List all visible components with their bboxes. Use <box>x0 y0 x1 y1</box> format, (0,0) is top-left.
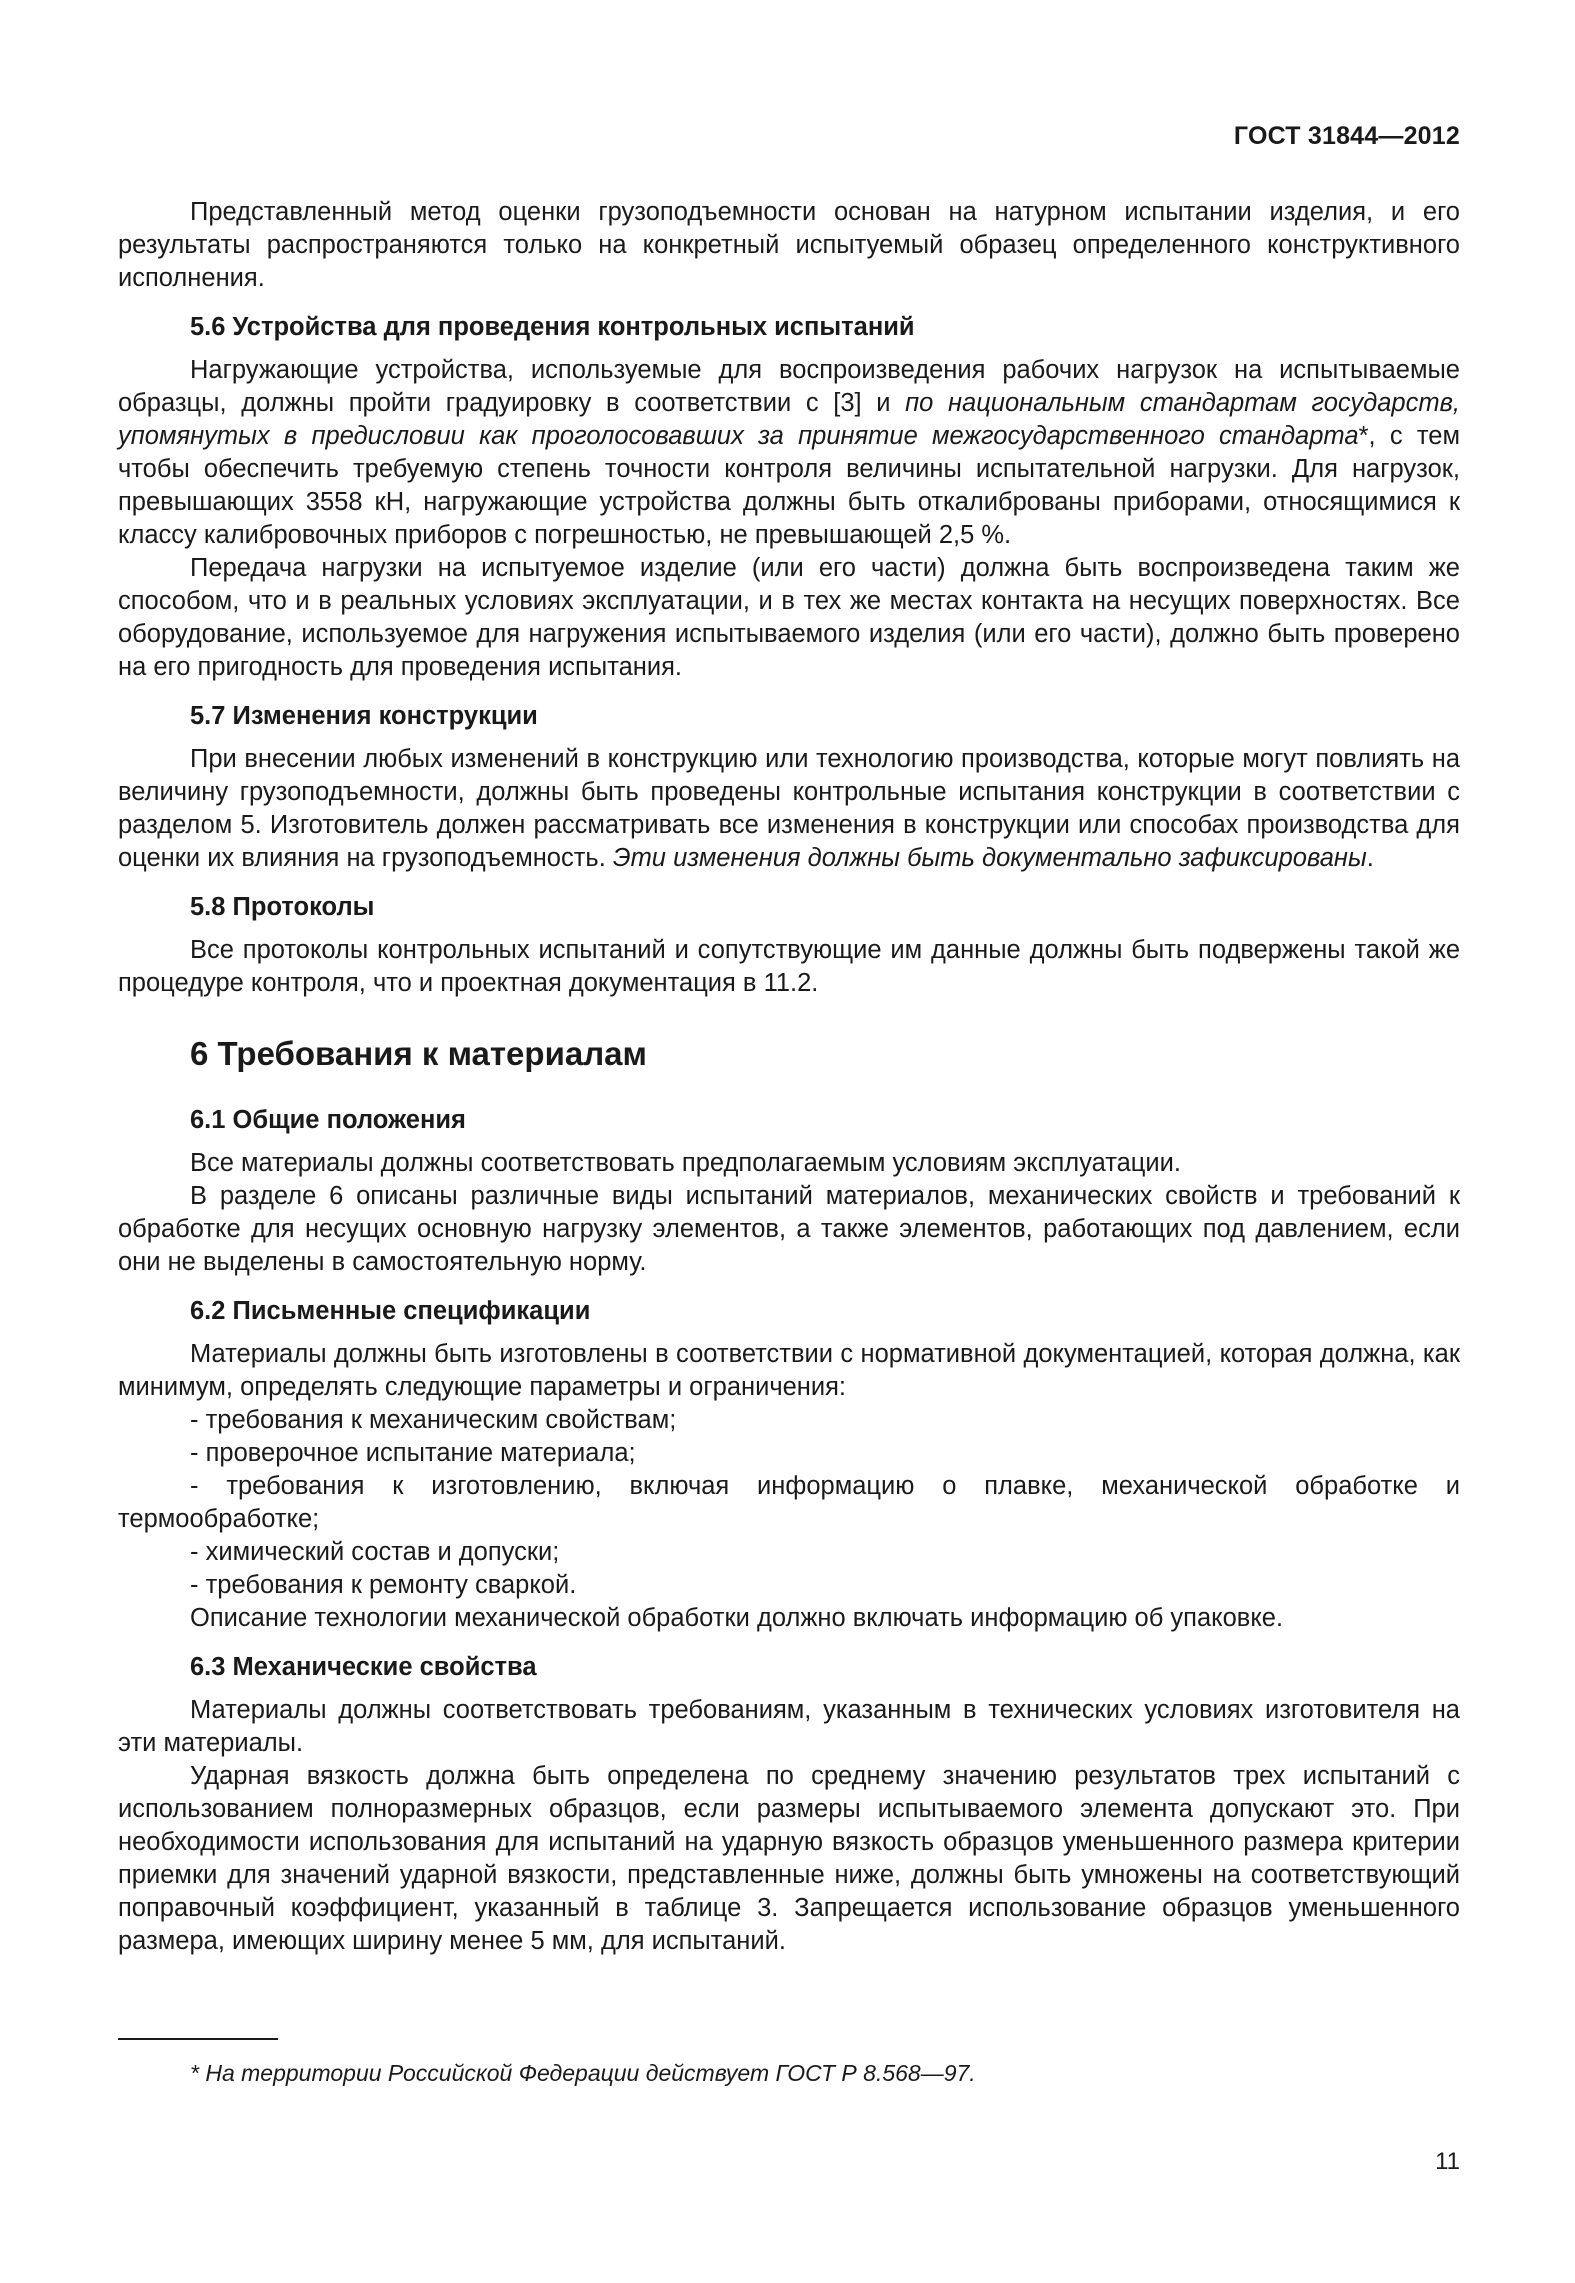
paragraph-6-2-end: Описание технологии механической обработки должно включать информацию об упаковке. <box>190 1604 1284 1632</box>
heading-5-7: 5.7 Изменения конструкции <box>190 702 538 730</box>
list-item: - проверочное испытание материала; <box>190 1439 636 1467</box>
paragraph-intro: Представленный метод оценки грузоподъемности основан на натурном испытании изделия, и его результаты распространяются только на конкретный испытуемый образец определенного конструктивного исполнения. <box>118 198 1460 292</box>
paragraph-5-7 <box>118 743 1460 875</box>
paragraph-6-1-b: В разделе 6 описаны различные виды испытаний материалов, механических свойств и требований к обработке для несущих основную нагрузку элементов, а также элементов, работающих под давлением, если они не выделены в самостоятельную норму. <box>118 1182 1460 1276</box>
heading-6-2: 6.2 Письменные спецификации <box>190 1297 591 1325</box>
list-item: - требования к ремонту сваркой. <box>190 1571 577 1599</box>
paragraph-5-8: Все протоколы контрольных испытаний и сопутствующие им данные должны быть подвержены такой же процедуре контроля, что и проектная документация в 11.2. <box>118 936 1460 997</box>
footnote: * На территории Российской Федерации действует ГОСТ Р 8.568—97. <box>190 2060 976 2086</box>
paragraph-5-6-b: Передача нагрузки на испытуемое изделие (или его части) должна быть воспроизведена таким же способом, что и в реальных условиях эксплуатации, и в тех же местах контакта на несущих поверхностях. Все оборудование, используемое для нагружения испытываемого изделия (или его части), должно быть проверено на его пригодность для проведения испытания. <box>118 554 1460 681</box>
text-run: . <box>1366 844 1374 872</box>
heading-5-8: 5.8 Протоколы <box>190 893 375 921</box>
heading-6-3: 6.3 Механические свойства <box>190 1653 537 1681</box>
paragraph-5-6-a <box>118 354 1460 552</box>
heading-6-1: 6.1 Общие положения <box>190 1106 466 1134</box>
text-run: При внесении любых изменений в конструкцию или технологию производства, которые могут повлиять на величину грузоподъемности, должны быть проведены контрольные испытания конструкции в соответствии с разделом 5. Изготовитель должен рассматривать все изменения в конструкции или способах производства для оценки их влияния на грузоподъемность. <box>118 745 1460 872</box>
list-item: - требования к изготовлению, включая информацию о плавке, механической обработке и термообработке; <box>118 1472 1460 1533</box>
page-number: 11 <box>1435 2148 1460 2175</box>
paragraph-6-1-a: Все материалы должны соответствовать предполагаемым условиям эксплуатации. <box>190 1149 1181 1177</box>
footnote-divider <box>118 2038 278 2040</box>
text-run: *, с тем чтобы обеспечить требуемую степень точности контроля величины испытательной нагрузки. Для нагрузок, превышающих 3558 кН, нагружающие устройства должны быть откалиброваны приборами, относящимися к классу калибровочных приборов с погрешностью, не превышающей 2,5 %. <box>118 422 1460 549</box>
paragraph-6-3-b: Ударная вязкость должна быть определена по среднему значению результатов трех испытаний с использованием полноразмерных образцов, если размеры испытываемого элемента допускают это. При необходимости использования для испытаний на ударную вязкость образцов уменьшенного размера критерии приемки для значений ударной вязкости, представленные ниже, должны быть умножены на соответствующий поправочный коэффициент, указанный в таблице 3. Запрещается использование образцов уменьшенного размера, имеющих ширину менее 5 мм, для испытаний. <box>118 1762 1460 1955</box>
paragraph-6-2: Материалы должны быть изготовлены в соответствии с нормативной документацией, которая должна, как минимум, определять следующие параметры и ограничения: <box>118 1340 1460 1401</box>
italic-run: по национальным стандартам государств, упомянутых в предисловии как проголосовавших за принятие межгосударственного стандарта <box>118 389 1460 450</box>
section-heading-6: 6 Требования к материалам <box>190 1035 647 1072</box>
italic-run: Эти изменения должны быть документально зафиксированы <box>612 844 1367 872</box>
heading-5-6: 5.6 Устройства для проведения контрольных испытаний <box>190 313 915 341</box>
paragraph-6-3-a: Материалы должны соответствовать требованиям, указанным в технических условиях изготовителя на эти материалы. <box>118 1696 1460 1757</box>
document-header: ГОСТ 31844—2012 <box>1233 122 1460 150</box>
text-run: Нагружающие устройства, используемые для воспроизведения рабочих нагрузок на испытываемые образцы, должны пройти градуировку в соответствии с [3] и <box>118 356 1460 417</box>
list-item: - требования к механическим свойствам; <box>190 1406 677 1434</box>
list-item: - химический состав и допуски; <box>190 1538 560 1566</box>
document-page <box>118 0 1460 2283</box>
document-body <box>118 196 1460 1958</box>
